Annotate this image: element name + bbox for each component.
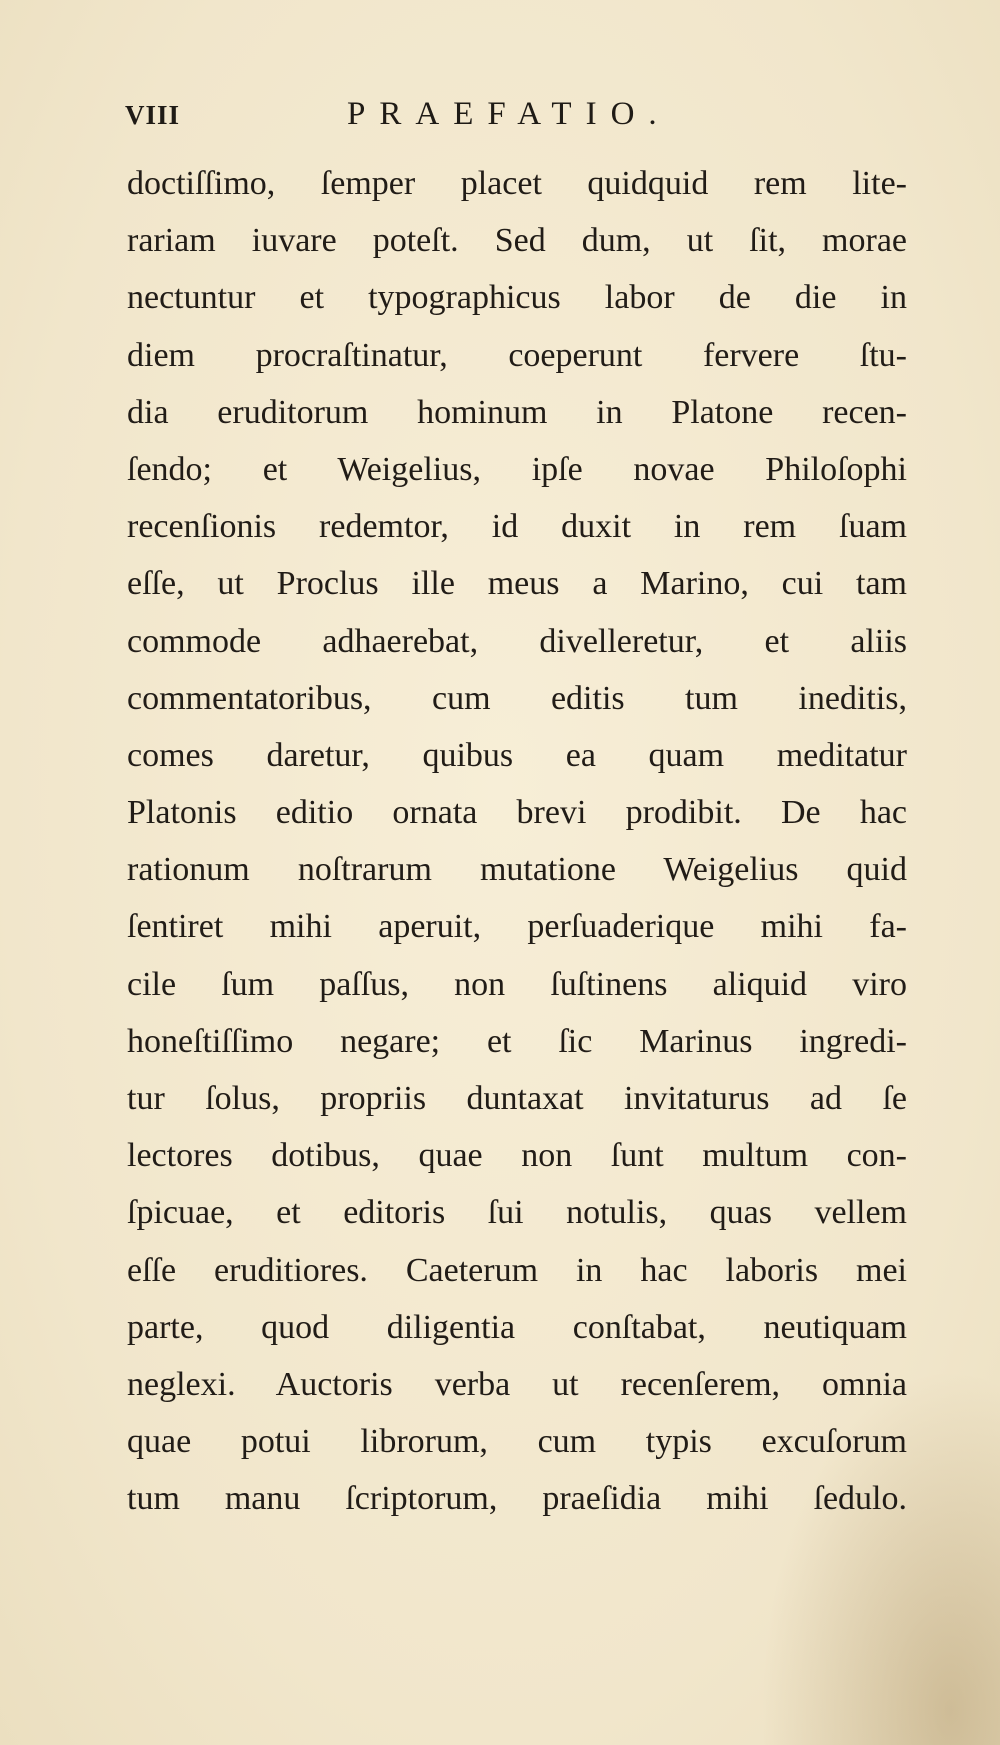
text-line: recenſionis redemtor, id duxit in rem ſuam <box>127 508 907 546</box>
text-line: diem procraſtinatur, coeperunt fervere ſtu- <box>127 336 907 374</box>
body-text <box>127 155 907 1528</box>
page-number: VIII <box>125 100 181 130</box>
text-line: ſpicuae, et editoris ſui notulis, quas vellem <box>127 1194 907 1232</box>
text-line: doctiſſimo, ſemper placet quidquid rem lite- <box>127 165 907 202</box>
text-line: commentatoribus, cum editis tum ineditis, <box>127 679 907 717</box>
text-line: ſendo; et Weigelius, ipſe novae Philoſophi <box>127 450 907 488</box>
running-head: PRAEFATIO. <box>347 96 671 132</box>
text-line: honeſtiſſimo negare; et ſic Marinus ingredi- <box>127 1022 907 1060</box>
text-line: commode adhaerebat, divelleretur, et aliis <box>127 622 907 660</box>
text-line: parte, quod diligentia conſtabat, neutiquam <box>127 1308 907 1346</box>
text-line: quae potui librorum, cum typis excuſorum <box>127 1423 907 1461</box>
text-line: lectores dotibus, quae non ſunt multum con- <box>127 1137 907 1175</box>
text-line: tur ſolus, propriis duntaxat invitaturus ad ſe <box>127 1080 907 1117</box>
text-line: neglexi. Auctoris verba ut recenſerem, omnia <box>127 1365 907 1403</box>
text-line: rariam iuvare poteſt. Sed dum, ut ſit, morae <box>127 222 907 260</box>
text-line: eſſe eruditiores. Caeterum in hac laboris mei <box>127 1251 907 1289</box>
text-line: eſſe, ut Proclus ille meus a Marino, cui tam <box>127 565 907 603</box>
text-line: cile ſum paſſus, non ſuſtinens aliquid viro <box>127 965 907 1003</box>
text-line: dia eruditorum hominum in Platone recen- <box>127 393 907 431</box>
text-line: ſentiret mihi aperuit, perſuaderique mihi fa- <box>127 908 907 946</box>
text-line: rationum noſtrarum mutatione Weigelius quid <box>127 851 907 889</box>
text-line: tum manu ſcriptorum, praeſidia mihi ſedulo. <box>127 1480 907 1518</box>
text-line: Platonis editio ornata brevi prodibit. De hac <box>127 794 907 832</box>
page-header <box>125 96 885 136</box>
text-line: comes daretur, quibus ea quam meditatur <box>127 736 907 774</box>
text-line: nectuntur et typographicus labor de die in <box>127 279 907 317</box>
